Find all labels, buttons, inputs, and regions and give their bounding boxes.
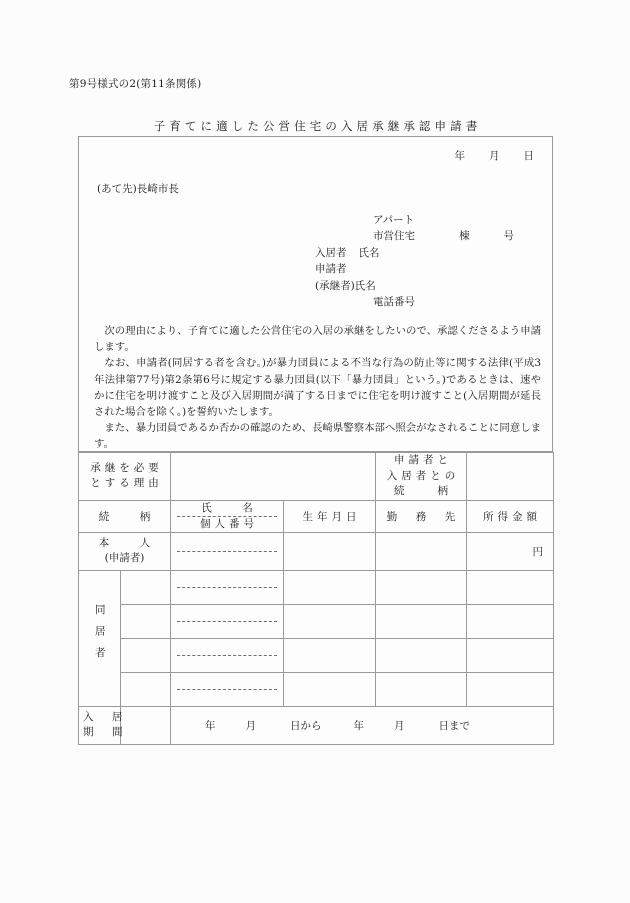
date-day-label: 日 [523, 150, 534, 162]
cohabitant-workplace-cell[interactable] [376, 604, 467, 638]
reason-label-line1: 承継を必要 [90, 462, 163, 475]
cohabitant-name-number-divider [177, 689, 277, 690]
self-workplace-cell[interactable] [376, 532, 467, 570]
cohabitant-birthdate-cell[interactable] [284, 570, 376, 604]
resident-row [315, 245, 514, 261]
cohabitant-name-cell[interactable] [171, 672, 284, 706]
cohabitant-birthdate-cell[interactable] [284, 604, 376, 638]
room-label: 号 [503, 230, 514, 243]
table-row-self [79, 532, 554, 570]
reason-value-cell[interactable] [171, 453, 376, 501]
table-row-cohabitant [79, 638, 554, 672]
building-label: 棟 [459, 230, 470, 243]
phone-label: 電話番号 [373, 295, 415, 308]
addressee-label: (あて先)長崎市長 [97, 183, 179, 195]
applicant-row [315, 261, 514, 277]
period-from-month: 月 [245, 719, 256, 732]
cohabitant-income-cell[interactable] [467, 672, 554, 706]
column-header-personal-number: 個人番号 [200, 517, 258, 530]
apartment-label: アパート [373, 214, 415, 226]
body-paragraph-2: なお、申請者(同居する者を含む。)が暴力団員による不当な行為の防止等に関する法律(平成3年法律第77号)第2条第6号に規定する暴力団員(以下「暴力団員」という。)であるときは、速やかに住宅を明け渡すこと及び入居期間が満了する日までに住宅を明け渡すこと(入居期間が延長された場合を除く。)を誓約いたします。 [94, 357, 541, 419]
relation-label-line1: 申請者と [394, 454, 452, 466]
self-birthdate-cell[interactable] [284, 532, 376, 570]
cohabitant-workplace-cell[interactable] [376, 570, 467, 604]
column-header-name-and-number [171, 500, 284, 532]
cohabitant-name-cell[interactable] [171, 638, 284, 672]
residency-period-value-cell[interactable] [171, 706, 554, 744]
column-header-relation: 続 柄 [79, 500, 171, 532]
apartment-row [315, 212, 514, 228]
cohabitant-relation-cell[interactable] [121, 638, 171, 672]
cohabitant-relation-cell[interactable] [121, 604, 171, 638]
self-label-line1: 本 人 [98, 537, 161, 549]
cohabitant-name-number-divider [177, 587, 277, 588]
column-header-workplace: 勤 務 先 [376, 500, 467, 532]
self-label-line2: (申請者) [104, 552, 145, 564]
successor-row [315, 278, 514, 294]
relation-label-line2: 入居者との [386, 469, 460, 482]
cohabitant-relation-cell[interactable] [121, 570, 171, 604]
self-income-cell[interactable] [467, 532, 554, 570]
table-row-cohabitant [79, 672, 554, 706]
relation-header-cell [376, 453, 467, 501]
resident-name-label: 氏名 [358, 246, 380, 259]
period-to-year: 年 [353, 719, 364, 732]
period-to-month: 月 [394, 719, 405, 732]
applicant-details-table [78, 452, 554, 745]
cohabitant-income-cell[interactable] [467, 638, 554, 672]
body-paragraph-3: また、暴力団員であるか否かの確認のため、長崎県警察本部へ照会がなされることに同意します。 [94, 422, 541, 451]
body-paragraph-1: 次の理由により、子育てに適した公営住宅の入居の承継をしたいので、承認くださるよう申請します。 [94, 325, 541, 354]
residency-period-sub-cell[interactable] [121, 706, 171, 744]
cohabitant-workplace-cell[interactable] [376, 638, 467, 672]
self-name-cell[interactable] [171, 532, 284, 570]
cohabitant-income-cell[interactable] [467, 570, 554, 604]
cohabitant-birthdate-cell[interactable] [284, 638, 376, 672]
cohabitant-income-cell[interactable] [467, 604, 554, 638]
residency-period-label-line2: 期 間 [83, 726, 127, 738]
date-line [455, 148, 535, 163]
successor-name-label: (承継者)氏名 [315, 279, 376, 292]
column-header-income: 所得金額 [467, 500, 554, 532]
period-from-day: 日から [290, 719, 322, 732]
party-information-block [315, 212, 514, 310]
cohabitant-workplace-cell[interactable] [376, 672, 467, 706]
cohabitant-name-cell[interactable] [171, 604, 284, 638]
column-header-name: 氏 名 [201, 501, 263, 514]
reason-label-line2: とする理由 [90, 477, 163, 490]
table-row-column-headers [79, 500, 554, 532]
date-year-label: 年 [454, 150, 465, 162]
period-to-day: 日まで [438, 719, 470, 732]
cohabitants-label-cell: 同居者 [79, 570, 121, 706]
relation-value-cell[interactable] [467, 453, 554, 501]
table-row-reason [79, 453, 554, 501]
phone-row [315, 294, 514, 310]
application-header-box [78, 136, 553, 452]
applicant-label: 申請者 [315, 263, 347, 276]
reason-header-cell [79, 453, 171, 501]
self-income-unit: 円 [532, 545, 543, 558]
municipal-housing-label: 市営住宅 [373, 230, 415, 243]
self-label-cell [79, 532, 171, 570]
date-month-label: 月 [489, 150, 500, 162]
cohabitant-name-number-divider [177, 621, 277, 622]
cohabitant-relation-cell[interactable] [121, 672, 171, 706]
self-name-number-divider [177, 551, 277, 552]
column-header-birthdate: 生年月日 [284, 500, 376, 532]
residency-period-label-cell [79, 706, 127, 744]
period-from-year: 年 [205, 719, 216, 732]
cohabitant-birthdate-cell[interactable] [284, 672, 376, 706]
cohabitant-name-cell[interactable] [171, 570, 284, 604]
resident-label: 入居者 [315, 246, 347, 259]
table-row-residency-period [79, 706, 554, 744]
table-row-cohabitant [79, 604, 554, 638]
cohabitant-name-number-divider [177, 655, 277, 656]
page-title: 子育てに適した公営住宅の入居承継承認申請書 [153, 119, 482, 133]
form-number: 第9号様式の2(第11条関係) [69, 78, 202, 90]
municipal-housing-row [315, 228, 514, 244]
application-body-text [94, 323, 541, 453]
table-row-cohabitant [79, 570, 554, 604]
residency-period-label-line1: 入 居 [83, 711, 127, 723]
relation-label-line3: 続 柄 [394, 485, 452, 497]
